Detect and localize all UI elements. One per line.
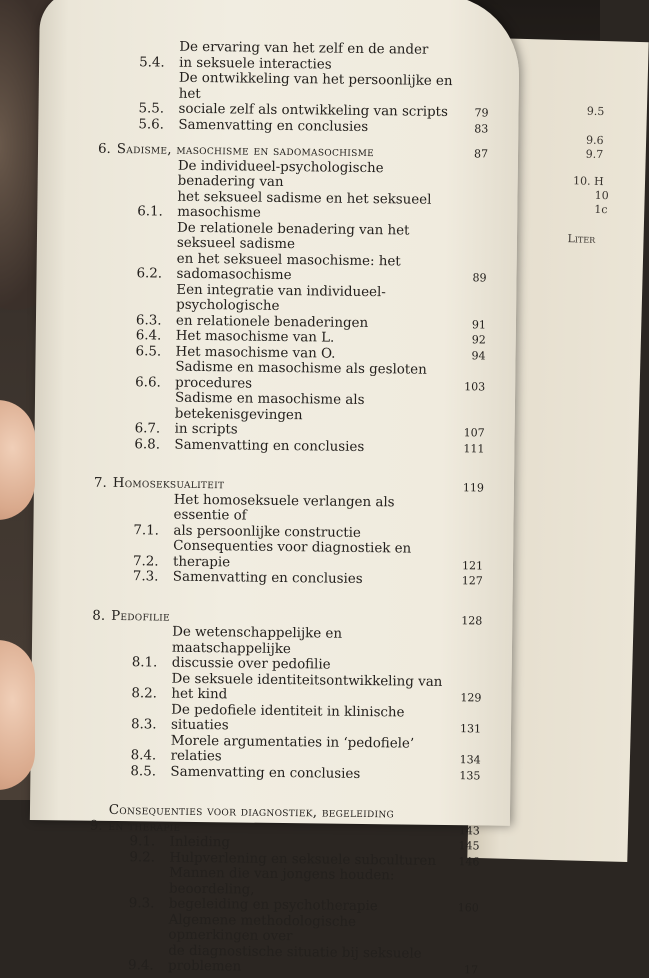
entry-number: 7.: [94, 476, 107, 492]
entry-number: 6.7.: [135, 421, 169, 437]
chapter-entry: [90, 803, 480, 839]
entry-title-line: Samenvatting en conclusies: [178, 117, 454, 136]
entry-title-line: in seksuele interacties: [179, 55, 455, 74]
entry-title-line: Het masochisme van L.: [176, 329, 452, 348]
entry-title: [171, 702, 447, 736]
entry-title-line: het seksueel sadisme en het seksueel masochisme: [177, 189, 453, 223]
right-page-line: 10. H: [573, 174, 604, 188]
page-number: 111: [450, 441, 484, 457]
entry-number: 7.2.: [133, 554, 167, 570]
right-page-line: 1c: [594, 203, 608, 216]
section-entry: [89, 865, 480, 916]
entry-number: 9.1.: [130, 834, 164, 850]
entry-number: 8.: [92, 608, 105, 624]
section-entry: [93, 491, 484, 542]
entry-number: 6.5.: [135, 344, 169, 360]
entry-number: 5.6.: [138, 117, 172, 133]
entry-title-line: Het masochisme van O.: [175, 344, 451, 363]
page-number: 92: [452, 332, 486, 348]
section-entry: [95, 390, 486, 441]
entry-title-line: Morele argumentaties in ‘pedofiele’ relaties: [171, 733, 447, 767]
page-number: 94: [451, 348, 485, 364]
entry-number: 8.2.: [131, 686, 165, 702]
entry-title: [172, 625, 449, 675]
entry-title-line: in scripts: [175, 422, 451, 441]
entry-number: 9.2.: [129, 850, 163, 866]
entry-number: 6.6.: [135, 375, 169, 391]
section-entry: [96, 281, 487, 332]
entry-title-line: Het homoseksuele verlangen als essentie of: [173, 492, 449, 526]
entry-title: [173, 570, 449, 589]
section-entry: [91, 701, 481, 737]
entry-number: 8.1.: [132, 655, 166, 671]
entry-title-line: Consequenties voor diagnostiek en therapie: [173, 539, 449, 573]
page-number: 17: [444, 962, 478, 978]
entry-title: [173, 539, 449, 573]
section-entry: [97, 157, 488, 224]
entry-number: 9.: [90, 818, 103, 834]
right-page-line: 10: [595, 189, 609, 202]
entry-title-line: De pedofiele identiteit in klinische situaties: [171, 702, 447, 736]
entry-number: 7.3.: [133, 569, 167, 585]
entry-title-line: begeleiding en psychotherapie: [169, 897, 445, 916]
entry-title: [171, 671, 447, 705]
entry-number: 6.2.: [136, 266, 170, 282]
right-page-line: Liter: [567, 232, 595, 246]
entry-title-line: De individueel-psychologische benadering van: [178, 158, 454, 192]
page-number: 160: [445, 900, 479, 916]
entry-title-line: Consequenties voor diagnostiek, begeleiding: [109, 803, 446, 823]
section-entry: [98, 70, 489, 121]
page-number: 146: [445, 854, 479, 870]
entry-title-line: De seksuele identiteitsontwikkeling van het kind: [171, 671, 447, 705]
section-entry: [93, 538, 483, 574]
entry-title-line: Mannen die van jongens houden: beoordeling,: [169, 866, 445, 900]
section-entry: [99, 39, 489, 75]
page-number: 131: [447, 721, 481, 737]
page-number: 128: [448, 613, 482, 629]
page-number: 134: [447, 752, 481, 768]
entry-number: 6.1.: [137, 204, 171, 220]
entry-title: [176, 220, 453, 285]
entry-title-line: Pedofilie: [111, 608, 448, 628]
entry-title-line: Samenvatting en conclusies: [174, 437, 450, 456]
entry-number: 8.5.: [130, 764, 164, 780]
entry-number: 7.1.: [133, 523, 167, 539]
section-entry: [88, 911, 479, 978]
entry-title-line: als persoonlijke constructie: [173, 523, 449, 542]
entry-title: [170, 764, 446, 783]
section-entry: [91, 670, 481, 706]
entry-number: 8.4.: [131, 748, 165, 764]
entry-number: 6.8.: [134, 437, 168, 453]
thumb-finger: [0, 640, 35, 790]
right-page-line: 9.5: [587, 105, 605, 118]
page-number: 89: [452, 270, 486, 286]
section-entry: [91, 732, 481, 768]
page-number: 107: [451, 425, 485, 441]
entry-title-line: De relationele benadering van het seksueel sadisme: [177, 220, 453, 254]
entry-number: 5.5.: [138, 101, 172, 117]
entry-number: 5.4.: [139, 55, 173, 71]
entry-title: [175, 391, 452, 441]
entry-title-line: en het seksueel masochisme: het sadomasochisme: [176, 251, 452, 285]
entry-title-line: de diagnostische situatie bij seksuele problemen: [168, 943, 444, 977]
entry-title: [169, 866, 446, 916]
entry-title-line: De ervaring van het zelf en de ander: [179, 40, 455, 59]
page-number: 135: [446, 768, 480, 784]
page-number: 121: [449, 558, 483, 574]
entry-number: 6.: [98, 142, 111, 158]
page-number: 145: [445, 838, 479, 854]
entry-title-line: en relationele benaderingen: [176, 313, 452, 332]
entry-title: [173, 492, 450, 542]
section-entry: [96, 219, 487, 286]
entry-title-line: Sadisme en masochisme als gesloten procedures: [175, 360, 451, 394]
page-number: 119: [450, 480, 484, 496]
section-entry: [95, 359, 485, 395]
entry-title-line: Sadisme en masochisme als betekenisgevingen: [175, 391, 451, 425]
entry-title-line: Samenvatting en conclusies: [170, 764, 446, 783]
entry-title-line: discussie over pedofilie: [172, 656, 448, 675]
page-number: 83: [454, 121, 488, 137]
entry-title-line: sociale zelf als ontwikkeling van scripts: [178, 102, 454, 121]
entry-title: [176, 282, 453, 332]
entry-title: [174, 437, 450, 456]
page-number: 143: [446, 823, 480, 839]
page-number: 129: [447, 690, 481, 706]
entry-title: [178, 71, 455, 121]
entry-title-line: De ontwikkeling van het persoonlijke en het: [179, 71, 455, 105]
page-number: 79: [454, 105, 488, 121]
book-page: [30, 0, 520, 826]
section-entry: [92, 624, 483, 675]
entry-title: [177, 158, 454, 223]
page-number: 87: [454, 146, 488, 162]
entry-title-line: Een integratie van individueel-psychologische: [176, 282, 452, 316]
entry-title: [178, 117, 454, 136]
page-number: 91: [452, 317, 486, 333]
entry-title-line: Hulpverlening en seksuele subculturen: [169, 850, 445, 869]
entry-number: 6.3.: [136, 313, 170, 329]
entry-title-line: Homoseksualiteit: [113, 476, 450, 496]
entry-title-line: en therapie: [108, 818, 445, 838]
right-page-line: 9.6: [586, 134, 604, 147]
entry-number: 8.3.: [131, 717, 165, 733]
page-number: 103: [451, 379, 485, 395]
entry-title-line: Samenvatting en conclusies: [173, 570, 449, 589]
entry-title-line: Algemene methodologische opmerkingen over: [168, 912, 444, 946]
entry-title: [175, 360, 451, 394]
entry-title-line: Inleiding: [170, 835, 446, 854]
entry-number: 6.4.: [136, 328, 170, 344]
entry-number: 9.4.: [128, 958, 162, 974]
entry-title: [179, 40, 455, 74]
entry-title: [108, 803, 446, 838]
entry-number: 9.3.: [129, 896, 163, 912]
right-page-line: 9.7: [586, 148, 604, 161]
page-number: 127: [449, 573, 483, 589]
entry-title: [171, 733, 447, 767]
entry-title: [168, 912, 445, 977]
table-of-contents: [88, 39, 489, 978]
entry-title-line: Sadisme, masochisme en sadomasochisme: [117, 142, 454, 162]
entry-title-line: De wetenschappelijke en maatschappelijke: [172, 625, 448, 659]
